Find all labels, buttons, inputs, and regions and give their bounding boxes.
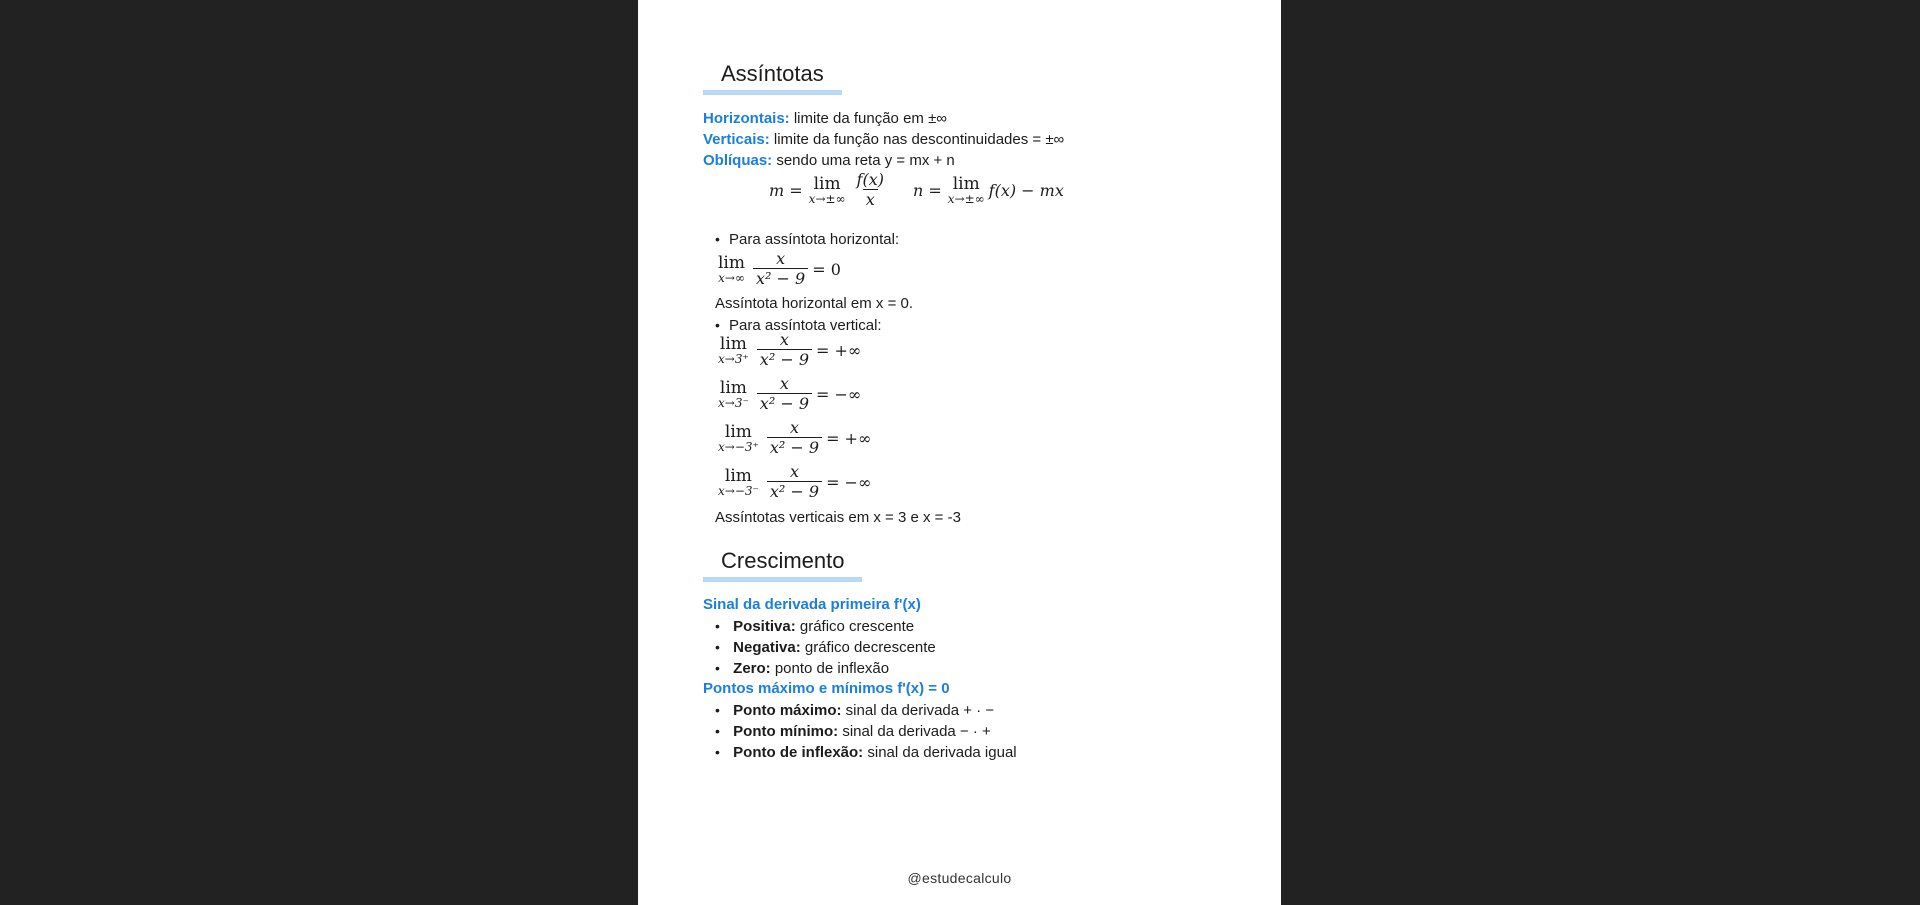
limit-vertical-4: [718, 463, 871, 501]
item-text: sinal da derivada igual: [863, 744, 1017, 761]
lim-subscript: x→3⁺: [718, 352, 749, 366]
fraction-denominator: x: [863, 189, 878, 209]
horizontal-label: Horizontais:: [703, 110, 790, 127]
lim-word: lim: [952, 174, 980, 194]
fraction-denominator: x² − 9: [767, 481, 822, 501]
limit-result: = −∞: [816, 384, 862, 404]
point-item-maximum: [715, 700, 994, 721]
result-vertical: Assíntotas verticais em x = 3 e x = -3: [715, 509, 961, 526]
oblique-label: Oblíquas:: [703, 152, 773, 169]
fraction-numerator: x: [779, 374, 789, 393]
limit-vertical-2: [718, 375, 861, 413]
vertical-definition: [703, 130, 1064, 150]
fraction-denominator: x² − 9: [753, 268, 808, 288]
oblique-definition: [703, 151, 955, 171]
item-label: Positiva:: [733, 618, 796, 635]
lim-word: lim: [724, 466, 752, 486]
item-label: Zero:: [733, 660, 771, 677]
item-text: sinal da derivada + · −: [841, 702, 995, 719]
formula-n-rhs: f(x) − mx: [988, 180, 1064, 200]
item-text: gráfico decrescente: [800, 639, 936, 656]
fraction-numerator: x: [776, 249, 786, 268]
formula-m-lhs: m =: [769, 180, 803, 200]
oblique-text: sendo uma reta y = mx + n: [772, 152, 955, 169]
fraction-numerator: x: [779, 330, 789, 349]
formula-m-limit: [809, 175, 846, 205]
lim-subscript: x→±∞: [947, 192, 985, 206]
item-label: Ponto de inflexão:: [733, 744, 864, 761]
fraction-denominator: x² − 9: [757, 393, 812, 413]
fraction-numerator: f(x): [856, 170, 884, 189]
formula-n-limit: [948, 175, 985, 205]
item-label: Negativa:: [733, 639, 801, 656]
item-label: Ponto mínimo:: [733, 723, 839, 740]
sign-item-negative: [715, 637, 936, 658]
lim-word: lim: [724, 422, 752, 442]
horizontal-definition: [703, 109, 947, 129]
item-text: sinal da derivada − · +: [838, 723, 991, 740]
formula-m-n: [769, 171, 1064, 209]
sign-item-zero: [715, 658, 889, 679]
bullet-horizontal: • Para assíntota horizontal:: [715, 229, 899, 250]
limit-result: = +∞: [816, 340, 862, 360]
document-page: [638, 0, 1281, 905]
section-title-growth: Crescimento: [703, 547, 862, 582]
lim-subscript: x→−3⁺: [718, 440, 759, 454]
item-label: Ponto máximo:: [733, 702, 842, 719]
horizontal-text: limite da função em ±∞: [789, 110, 947, 127]
lim-word: lim: [719, 334, 747, 354]
lim-word: lim: [718, 253, 745, 273]
result-horizontal: Assíntota horizontal em x = 0.: [715, 295, 914, 312]
fraction-denominator: x² − 9: [757, 349, 812, 369]
section-title-asymptotes: Assíntotas: [703, 60, 842, 95]
fraction-denominator: x² − 9: [767, 437, 822, 457]
item-text: ponto de inflexão: [770, 660, 890, 677]
limit-vertical-1: [718, 331, 861, 369]
vertical-text: limite da função nas descontinuidades = ±∞: [769, 131, 1065, 148]
limit-result: = −∞: [826, 472, 872, 492]
footer-handle: @estudecalculo: [907, 870, 1012, 886]
limit-result: = 0: [812, 259, 841, 279]
sign-heading: Sinal da derivada primeira f'(x): [703, 596, 921, 613]
limit-horizontal: [718, 250, 841, 288]
points-heading: Pontos máximo e mínimos f'(x) = 0: [703, 680, 950, 697]
lim-subscript: x→3⁻: [718, 396, 749, 410]
lim-word: lim: [813, 174, 841, 194]
lim-subscript: x→±∞: [808, 192, 846, 206]
fraction-numerator: x: [789, 418, 799, 437]
lim-word: lim: [719, 378, 747, 398]
fraction-numerator: x: [789, 462, 799, 481]
sign-item-positive: [715, 616, 914, 637]
bullet-vertical: • Para assíntota vertical:: [715, 315, 882, 336]
item-text: gráfico crescente: [795, 618, 915, 635]
lim-subscript: x→−3⁻: [718, 484, 759, 498]
limit-vertical-3: [718, 419, 871, 457]
point-item-inflection: [715, 742, 1017, 763]
limit-result: = +∞: [826, 428, 872, 448]
formula-m-fraction: [854, 171, 887, 209]
formula-n-lhs: n =: [912, 180, 942, 200]
lim-subscript: x→∞: [718, 271, 745, 285]
vertical-label: Verticais:: [703, 131, 770, 148]
point-item-minimum: [715, 721, 991, 742]
